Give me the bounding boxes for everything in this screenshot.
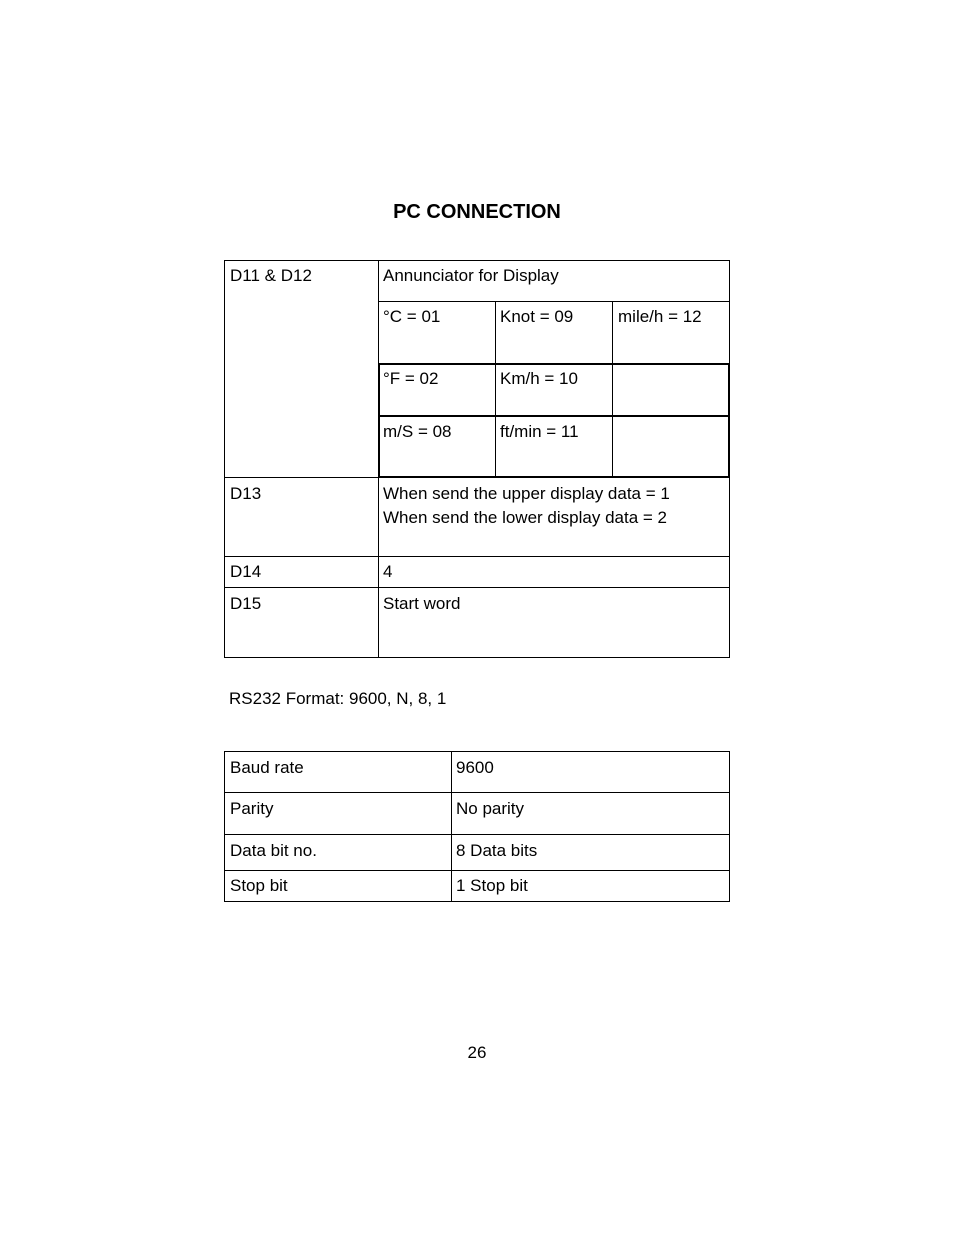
rs232-format: RS232 Format: 9600, N, 8, 1 bbox=[229, 689, 447, 708]
d13-line-upper: When send the upper display data = 1 bbox=[383, 484, 670, 503]
unit-m-s: m/S = 08 bbox=[383, 422, 452, 441]
unit-knot: Knot = 09 bbox=[500, 307, 574, 326]
parity-label: Parity bbox=[230, 799, 274, 818]
row-key-d13: D13 bbox=[230, 484, 262, 503]
annunciator-header: Annunciator for Display bbox=[383, 266, 559, 285]
d15-value: Start word bbox=[383, 594, 461, 613]
unit-km-h: Km/h = 10 bbox=[500, 369, 578, 388]
parity-value: No parity bbox=[456, 799, 525, 818]
baud-rate-label: Baud rate bbox=[230, 758, 304, 777]
row-key-d11-d12: D11 & D12 bbox=[230, 266, 312, 285]
data-bits-value: 8 Data bits bbox=[456, 841, 538, 860]
row-key-d14: D14 bbox=[230, 562, 262, 581]
unit-ft-min: ft/min = 11 bbox=[500, 422, 579, 441]
unit-celsius: °C = 01 bbox=[383, 307, 441, 326]
page-number: 26 bbox=[467, 1043, 487, 1062]
d13-line-lower: When send the lower display data = 2 bbox=[383, 508, 667, 527]
unit-fahrenheit: °F = 02 bbox=[383, 369, 439, 388]
unit-mile-h: mile/h = 12 bbox=[618, 307, 702, 326]
d14-value: 4 bbox=[383, 562, 393, 581]
row-key-d15: D15 bbox=[230, 594, 262, 613]
data-bits-label: Data bit no. bbox=[230, 841, 317, 860]
baud-rate-value: 9600 bbox=[456, 758, 494, 777]
page-title: PC CONNECTION bbox=[393, 201, 561, 223]
stop-bit-label: Stop bit bbox=[230, 876, 288, 895]
stop-bit-value: 1 Stop bit bbox=[456, 876, 528, 895]
